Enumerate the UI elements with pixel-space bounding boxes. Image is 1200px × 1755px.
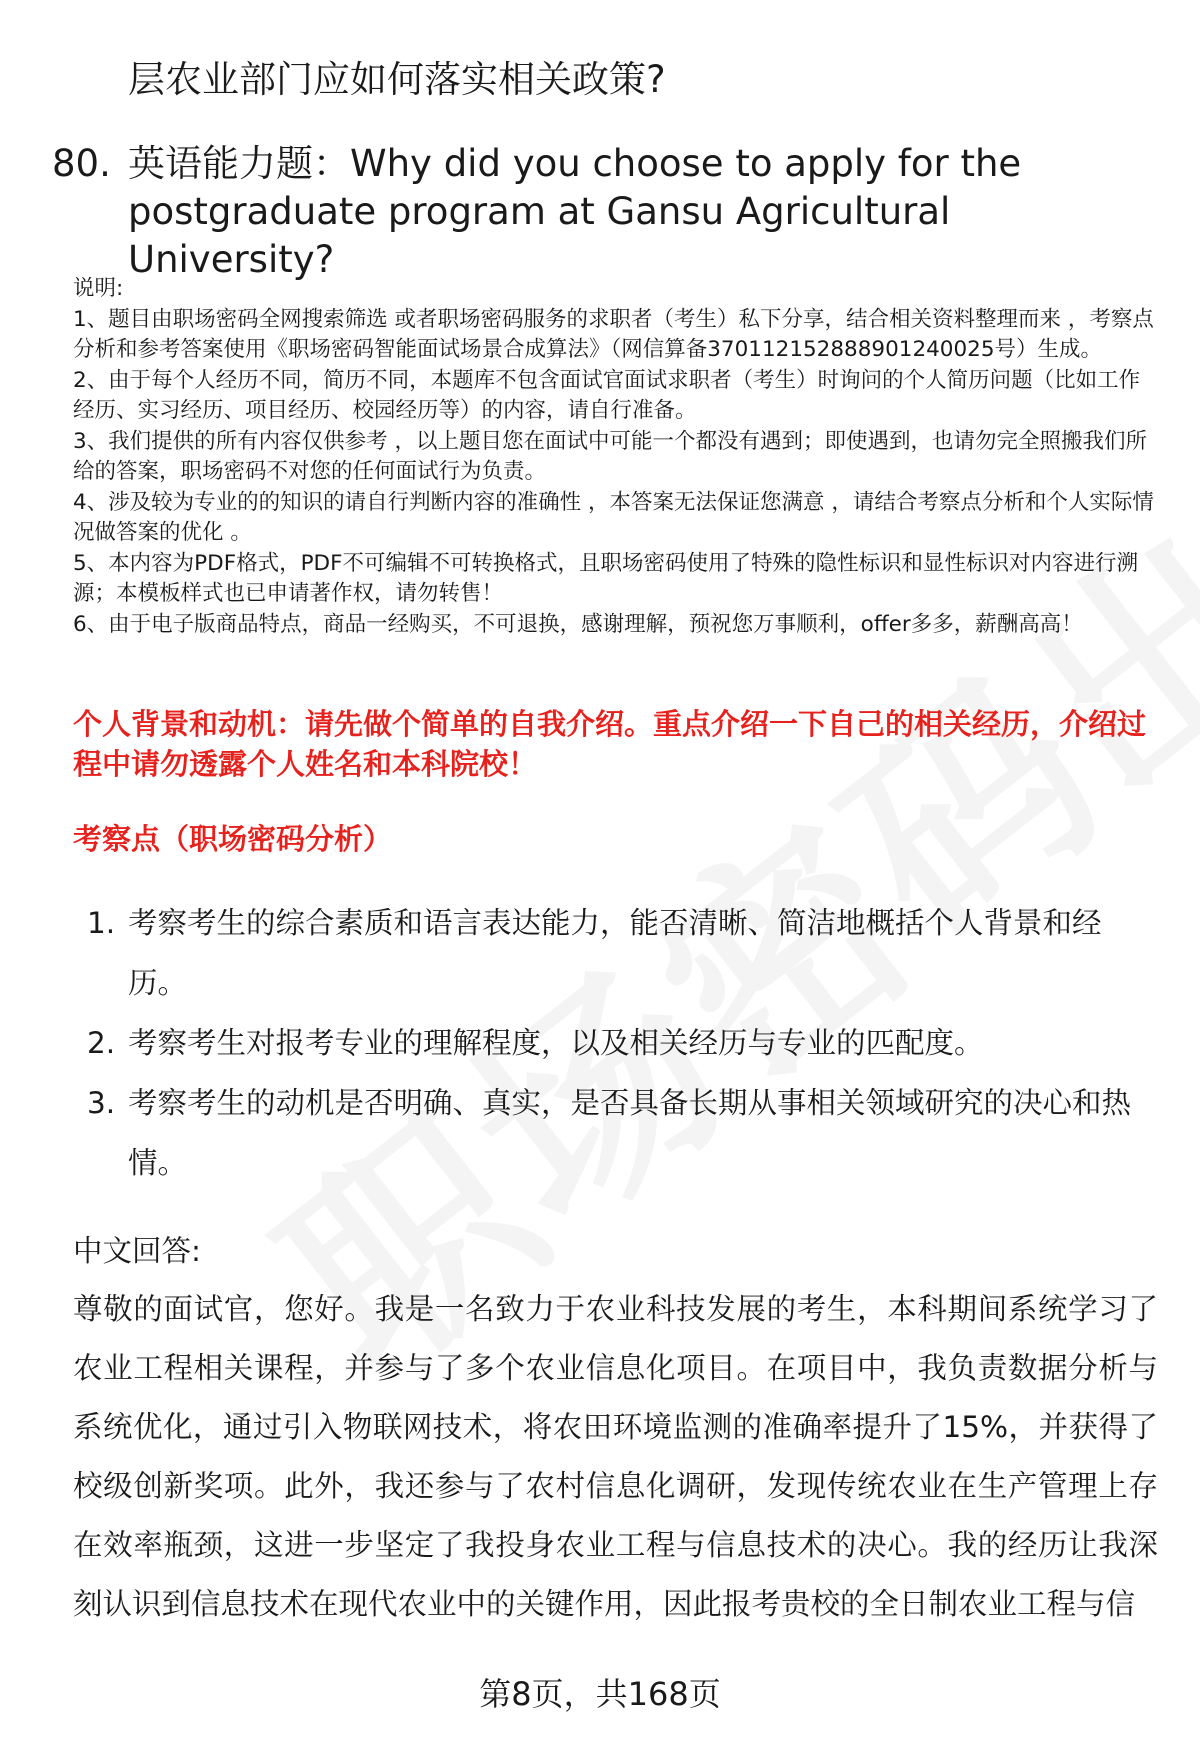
notes-section (73, 274, 1158, 640)
note-item: 5、本内容为PDF格式，PDF不可编辑不可转换格式，且职场密码使用了特殊的隐性标识和显性标识对内容进行溯源；本模板样式也已申请著作权，请勿转售！ (73, 550, 1138, 606)
question-text: 英语能力题：Why did you choose to apply for the postgraduate program at Gansu Agricultural University? (128, 142, 1022, 281)
notes-heading: 说明: (73, 276, 124, 301)
point-number: 3. (87, 1086, 116, 1120)
point-number: 2. (87, 1026, 116, 1060)
answer-text: 尊敬的面试官，您好。我是一名致力于农业科技发展的考生，本科期间系统学习了农业工程相关课程，并参与了多个农业信息化项目。在项目中，我负责数据分析与系统优化，通过引入物联网技术，将农田环境监测的准确率提升了15%，并获得了校级创新奖项。此外，我还参与了农村信息化调研，发现传统农业在生产管理上存在效率瓶颈，这进一步坚定了我投身农业工程与信息技术的决心。我的经历让我深刻认识到信息技术在现代农业中的关键作用，因此报考贵校的全日制农业工程与信 (73, 1292, 1158, 1621)
point-number: 1. (87, 906, 116, 940)
note-item: 1、题目由职场密码全网搜索筛选 或者职场密码服务的求职者（考生）私下分享，结合相关资料整理而来 ，考察点分析和参考答案使用《职场密码智能面试场景合成算法》（网信算备370112152888901240025号）生成。 (73, 306, 1154, 362)
note-item: 4、涉及较为专业的的知识的请自行判断内容的准确性 ，本答案无法保证您满意 ，请结合考察点分析和个人实际情况做答案的优化 。 (73, 489, 1154, 545)
analysis-points (73, 893, 1158, 1193)
question-number: 80. (52, 142, 111, 185)
note-item: 6、由于电子版商品特点，商品一经购买，不可退换，感谢理解，预祝您万事顺利，offer多多，薪酬高高！ (73, 611, 1083, 637)
analysis-point (73, 1073, 1158, 1193)
point-text: 考察考生的动机是否明确、真实，是否具备长期从事相关领域研究的决心和热情。 (128, 1086, 1132, 1180)
page-footer: 第8页，共168页 (479, 1675, 721, 1713)
point-text: 考察考生对报考专业的理解程度，以及相关经历与专业的匹配度。 (128, 1026, 984, 1060)
answer-label: 中文回答: (73, 1234, 201, 1268)
note-item: 3、我们提供的所有内容仅供参考 ，以上题目您在面试中可能一个都没有遇到；即使遇到，也请勿完全照搬我们所给的答案，职场密码不对您的任何面试行为负责。 (73, 428, 1148, 484)
analysis-point (73, 1013, 1158, 1073)
analysis-point (73, 893, 1158, 1013)
question-continuation: 层农业部门应如何落实相关政策? (128, 58, 666, 101)
section-title: 个人背景和动机：请先做个简单的自我介绍。重点介绍一下自己的相关经历，介绍过程中请勿透露个人姓名和本科院校！ (73, 707, 1147, 781)
analysis-title: 考察点（职场密码分析） (73, 822, 393, 856)
point-text: 考察考生的综合素质和语言表达能力，能否清晰、简洁地概括个人背景和经历。 (128, 906, 1102, 1000)
note-item: 2、由于每个人经历不同，简历不同，本题库不包含面试官面试求职者（考生）时询问的个人简历问题（比如工作经历、实习经历、项目经历、校园经历等）的内容，请自行准备。 (73, 367, 1141, 423)
